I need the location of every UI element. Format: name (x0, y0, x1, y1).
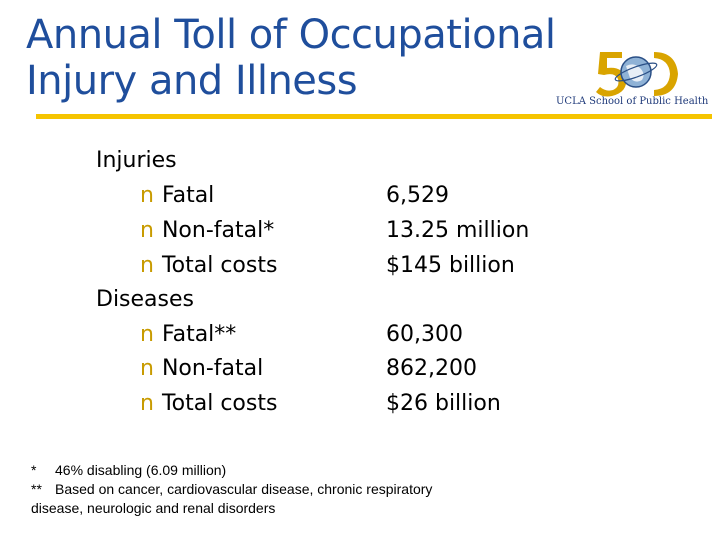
injuries-nonfatal-label: Non-fatal* (161, 218, 275, 243)
footnote-1-text: 46% disabling (6.09 million) (55, 462, 227, 478)
title-underline (36, 114, 712, 119)
injuries-total-costs-label: Total costs (161, 253, 278, 278)
slide-title-line-2: Injury and Illness (26, 58, 358, 104)
list-item (140, 183, 214, 208)
diseases-nonfatal-value: 862,200 (386, 356, 477, 381)
footnote-2-text-line-2: disease, neurologic and renal disorders (31, 500, 276, 516)
diseases-fatal-value: 60,300 (386, 322, 463, 347)
footnote-2-text-line-1: Based on cancer, cardiovascular disease, chronic respiratory (55, 481, 433, 497)
injuries-heading: Injuries (96, 148, 177, 173)
diseases-nonfatal-label: Non-fatal (161, 356, 264, 381)
slide-title (26, 12, 556, 104)
bullet-icon: n (140, 253, 154, 278)
injuries-total-costs-value: $145 billion (386, 253, 515, 278)
footnote-1-mark: * (31, 462, 37, 478)
list-item (140, 218, 274, 243)
list-item (140, 391, 277, 416)
slide-title-line-1: Annual Toll of Occupational (26, 12, 556, 58)
diseases-total-costs-label: Total costs (161, 391, 278, 416)
footnotes (31, 461, 432, 518)
injuries-fatal-value: 6,529 (386, 183, 449, 208)
list-item (140, 322, 236, 347)
footnote-2-mark: ** (31, 481, 42, 497)
footnote-2 (31, 480, 432, 499)
footnote-1 (31, 461, 432, 480)
list-item (140, 253, 277, 278)
list-item (140, 356, 263, 381)
bullet-icon: n (140, 183, 154, 208)
injuries-nonfatal-value: 13.25 million (386, 218, 530, 243)
injuries-fatal-label: Fatal (161, 183, 215, 208)
bullet-icon: n (140, 356, 154, 381)
bullet-icon: n (140, 322, 154, 347)
bullet-icon: n (140, 391, 154, 416)
logo-caption: UCLA School of Public Health (556, 96, 709, 107)
bullet-icon: n (140, 218, 154, 243)
diseases-total-costs-value: $26 billion (386, 391, 501, 416)
diseases-fatal-label: Fatal** (161, 322, 237, 347)
diseases-heading: Diseases (96, 287, 194, 312)
